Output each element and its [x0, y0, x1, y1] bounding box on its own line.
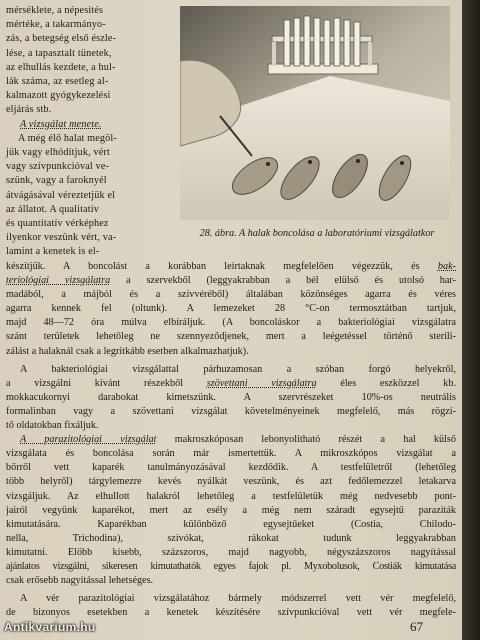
text-line: jük vagy elhódítjuk, vért: [6, 147, 110, 159]
text-line: csak erősebb nagyítással lehetséges.: [6, 575, 154, 587]
text-line: készítjük. A boncolást a korábban leírtaknak megfelelően végezzük, és bak-: [6, 261, 456, 272]
watermark: Antikvarium.hu: [4, 620, 96, 634]
text-line: vizsgáljuk. Az elhullott halakról lehetőleg a testfelületük még nedvesebb pont-: [6, 490, 456, 502]
text-line: kimutatni. Elöbb kisebb, százszoros, majd nagyobb, négyszázszoros nagyítással: [6, 546, 456, 558]
figure-caption: 28. ábra. A halak boncolása a laboratóriumi vizsgálatkor: [199, 228, 435, 239]
text-line: kalmazott gyógykezelési: [6, 90, 111, 102]
book-spine-edge: [462, 0, 480, 640]
text-line: átvágásával véreztetjük el: [6, 189, 116, 201]
text-line: több helyről) tárgylemezre kevés nyálkát veszünk, és azt fedőlemezzel letakarva: [6, 476, 456, 488]
page-number: 67: [410, 619, 423, 634]
text-line: lák száma, az esetleg al-: [6, 76, 109, 88]
text-line: majd 48—72 óra múlva elbíráljuk. (A boncoláskor a bakteriológiai vizsgálatra: [6, 317, 456, 329]
text-line: de bizonyos esetekben a kenetek készítésére szívpunkcióval vett vér megfele-: [6, 607, 456, 619]
text-line: az elhullás kezdete, a hul-: [6, 61, 116, 73]
text-line: A még élő halat megöl-: [18, 132, 117, 144]
text-line: A parazitológiai vizsgálat makroszkóposan lebonyolítható részét a hal külső: [20, 434, 456, 446]
text-line: az állatot. A qualitatív: [6, 203, 99, 215]
text-line: agarra kennek fel (oltunk). A lemezeket 28 °C-on termosztátban tartjuk,: [6, 303, 456, 315]
text-line: a vizsgálni kívánt részekből szövettani vizsgálatra éles eszközzel kb.: [6, 377, 456, 389]
text-line: teriológiai vizsgálatra a szervekből (leggyakrabban a bél elülső és utolsó har-: [6, 275, 456, 287]
dissection-photo-illustration: [180, 6, 450, 220]
left-text-column: [6, 4, 169, 260]
text-line: tő oldatokban fixáljuk.: [6, 420, 99, 432]
text-line: bőrről vett kaparék tanulmányozásával kezdődik. A testfelületről (lehetőleg: [6, 462, 456, 474]
text-line: lése, a tapasztalt tünetek,: [6, 47, 112, 59]
text-line: nella, Trichodina), szívókat, rákokat tudunk leggyakrabban: [6, 532, 456, 544]
text-line: kimutatására. Kaparékban különböző egysejtűeket (Costia, Chilodo-: [6, 518, 456, 530]
text-line: jairól vegyünk kaparékot, mert az esély a még nem száradt egysejtű paraziták: [6, 504, 456, 516]
text-line: lamint a kenetek is el-: [6, 246, 100, 258]
text-line: A vér parazitológiai vizsgálatához bármely módszerrel vett vér megfelelő,: [20, 593, 456, 605]
text-line: mértéke, a takarmányo-: [6, 19, 106, 31]
text-line: vagy szívpunkcióval ve-: [6, 161, 110, 173]
text-line: mérséklete, a népesités: [6, 5, 104, 16]
figure-photo: [180, 6, 450, 220]
text-line: zás, a betegség első észle-: [6, 33, 117, 45]
text-line: madából, a májból és a szívvéréből) általában közönséges agarra és véres: [6, 289, 456, 301]
text-line: vizsgálata és boncolása során már ismertettük. A mikroszkópos vizsgálat a: [6, 448, 456, 460]
text-line: ilyenkor veszünk vért, va-: [6, 232, 117, 244]
text-line: eljárás stb.: [6, 104, 52, 116]
body-text: [6, 260, 456, 620]
text-line: zálást a halaknál csak a legritkább esetben alkalmazhatjuk).: [6, 345, 249, 357]
text-line: A bakteriológiai vizsgálattal párhuzamosan a szóban forgó helyekről,: [20, 363, 456, 375]
text-line: ajánlatos vizsgálni, sikeresen kimutathatók egyes fajok pl. Myxobolusok, Costiák kimutatása: [6, 560, 456, 572]
text-line: szünk, vagy a faroknyél: [6, 175, 107, 187]
text-line: mokkacukornyi darabokat kimetszünk. A szervrészeket 10%-os neutrális: [6, 391, 456, 403]
section-heading: A vizsgálat menete.: [20, 118, 102, 130]
text-line: szánt területek lehetőleg ne szennyeződjenek, mert a leégetéssel történő sterili-: [6, 331, 456, 343]
text-line: és quantitatív vérképhez: [6, 218, 109, 230]
text-line: formalinban vagy a szövettani vizsgálat követelményeinek megfelelő, más rögzí-: [6, 405, 456, 417]
